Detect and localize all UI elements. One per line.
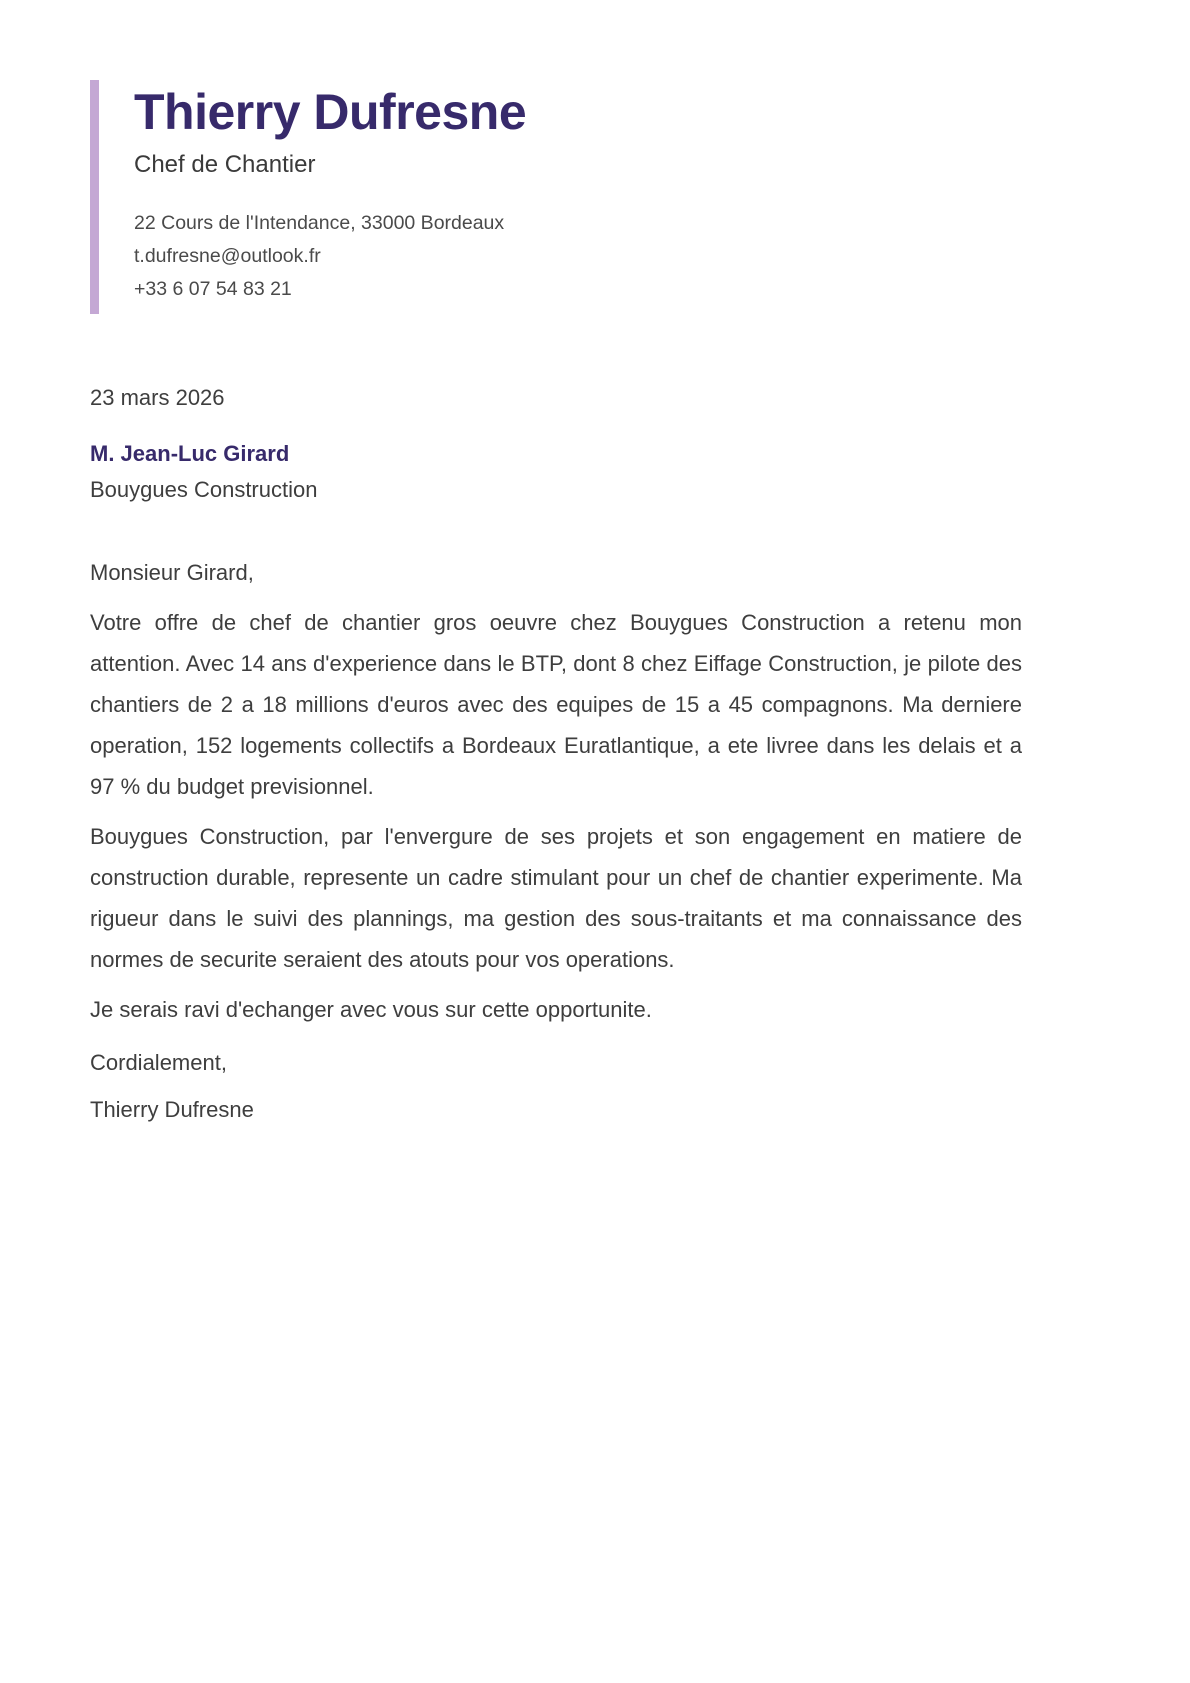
recipient-block bbox=[90, 436, 1022, 508]
recipient-company: Bouygues Construction bbox=[90, 477, 318, 502]
recipient-name: M. Jean-Luc Girard bbox=[90, 441, 290, 466]
sender-phone: +33 6 07 54 83 21 bbox=[134, 278, 292, 300]
paragraph-3: Je serais ravi d'echanger avec vous sur cette opportunite. bbox=[90, 997, 652, 1022]
salutation: Monsieur Girard, bbox=[90, 560, 254, 585]
paragraph-2: Bouygues Construction, par l'envergure de ses projets et son engagement en matiere de construction durable, represente un cadre stimulant pour un chef de chantier experimente. Ma rigueur dans le suivi des plannings, ma gestion des sous-traitants et ma connaissance des normes de securite seraient des atouts pour vos operations. bbox=[90, 824, 1022, 972]
paragraph-1: Votre offre de chef de chantier gros oeuvre chez Bouygues Construction a retenu mon attention. Avec 14 ans d'experience dans le BTP, dont 8 chez Eiffage Construction, je pilote des chantiers de 2 a 18 millions d'euros avec des equipes de 15 a 45 compagnons. Ma derniere operation, 152 logements collectifs a Bordeaux Euratlantique, a ete livree dans les delais et a 97 % du budget previsionnel. bbox=[90, 610, 1022, 799]
closing: Cordialement, bbox=[90, 1050, 227, 1075]
contact-block bbox=[134, 207, 1190, 306]
letter-header bbox=[90, 80, 1190, 314]
letter-body bbox=[90, 380, 1022, 1130]
sender-job-title: Chef de Chantier bbox=[134, 151, 316, 178]
sender-email: t.dufresne@outlook.fr bbox=[134, 245, 321, 267]
signature: Thierry Dufresne bbox=[90, 1097, 254, 1122]
letter-date: 23 mars 2026 bbox=[90, 385, 225, 410]
sender-address: 22 Cours de l'Intendance, 33000 Bordeaux bbox=[134, 212, 505, 234]
sender-name: Thierry Dufresne bbox=[134, 84, 527, 140]
